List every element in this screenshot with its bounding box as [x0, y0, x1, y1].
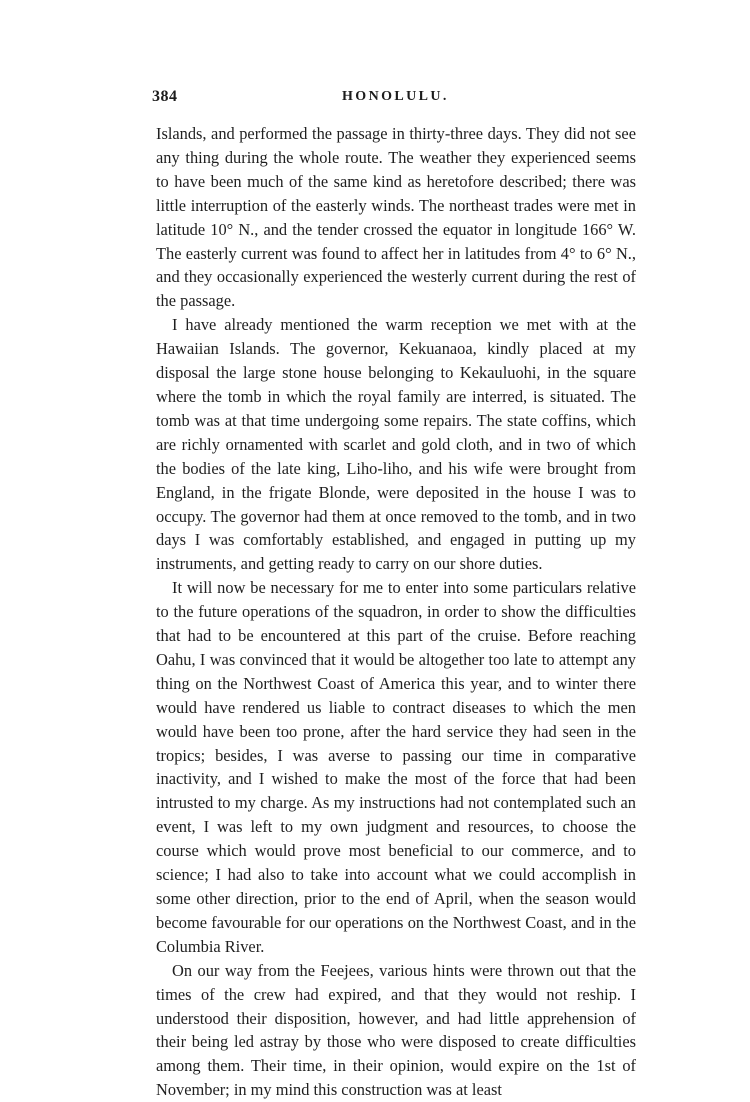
paragraph-squadron-operations: It will now be necessary for me to enter into some particulars relative to the future operations of the squadron, in order to show the difficulties that had to be encountered at this part of the cruise. Before reaching Oahu, I was convinced that it would be altogether too late to attempt any thing on the Northwest Coast of America this year, and to winter there would have rendered us liable to contract diseases to which the men would have been too prone, after the hard service they had seen in the tropics; besides, I was averse to passing our time in comparative inactivity, and I wished to make the most of the force that had been intrusted to my charge. As my instructions had not contemplated such an event, I was left to my own judgment and resources, to choose the course which would prove most beneficial to our commerce, and to science; I had also to take into account what we could accomplish in some other direction, prior to the end of April, when the season would become favourable for our operations on the Northwest Coast, and in the Columbia River.: [156, 578, 636, 956]
running-head: [152, 88, 638, 110]
page-number: 384: [152, 88, 178, 105]
paragraph-hawaiian-reception: I have already mentioned the warm reception we met with at the Hawaiian Islands. The governor, Kekuanaoa, kindly placed at my disposal the large stone house belonging to Kekauluohi, in the square where the tomb in which the royal family are interred, is situated. The tomb was at that time undergoing some repairs. The state coffins, which are richly ornamented with scarlet and gold cloth, and in two of which the bodies of the late king, Liho-liho, and his wife were brought from England, in the frigate Blonde, were deposited in the house I was to occupy. The governor had them at once removed to the tomb, and in two days I was comfortably established, and engaged in putting up my instruments, and getting ready to carry on our shore duties.: [156, 315, 636, 574]
body-text: [156, 122, 636, 1102]
paragraph-continued: Islands, and performed the passage in thirty-three days. They did not see any thing during the whole route. The weather they experienced seems to have been much of the same kind as heretofore described; there was little interruption of the easterly winds. The northeast trades were met in latitude 10° N., and the tender crossed the equator in longitude 166° W. The easterly current was found to affect her in latitudes from 4° to 6° N., and they occasionally experienced the westerly current during the rest of the passage.: [156, 124, 636, 311]
running-title: HONOLULU.: [342, 89, 449, 104]
paragraph-crew-times: On our way from the Feejees, various hints were thrown out that the times of the crew had expired, and that they would not reship. I understood their disposition, however, and had little apprehension of their being led astray by those who were disposed to create difficulties among them. Their time, in their opinion, would expire on the 1st of November; in my mind this construction was at least: [156, 960, 636, 1100]
